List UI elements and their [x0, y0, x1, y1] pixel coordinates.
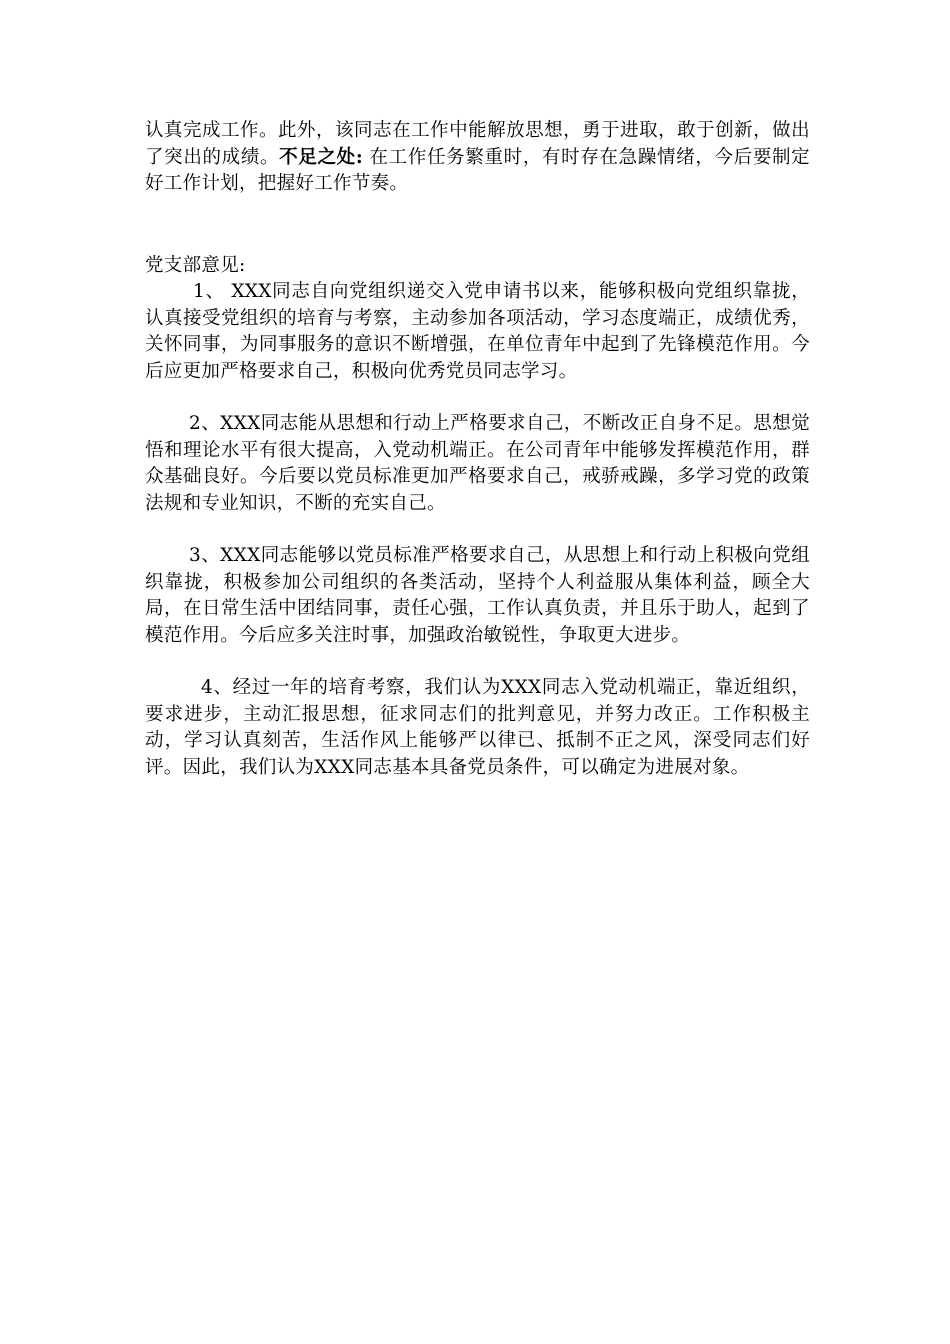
opinion-paragraph-4: 4、经过一年的培育考察，我们认为XXX同志入党动机端正，靠近组织，要求进步，主动汇报思想，征求同志们的批判意见，并努力改正。工作积极主动，学习认真刻苦，生活作风上能够严以律已、抵制不正之风，深受同志们好评。因此，我们认为XXX同志基本具备党员条件，可以确定为进展对象。	[145, 677, 810, 778]
opinion-paragraph-1: 1、 XXX同志自向党组织递交入党申请书以来，能够积极向党组织靠拢，认真接受党组织的培育与考察，主动参加各项活动，学习态度端正，成绩优秀，关怀同事，为同事服务的意识不断增强，在单位青年中起到了先锋模范作用。今后应更加严格要求自己，积极向优秀党员同志学习。	[145, 281, 810, 382]
document-body	[145, 118, 810, 781]
section-heading: 党支部意见:	[145, 254, 246, 276]
opinion-paragraph-3: 3、XXX同志能够以党员标准严格要求自己，从思想上和行动上积极向党组织靠拢，积极参加公司组织的各类活动，坚持个人利益服从集体利益，顾全大局，在日常生活中团结同事，责任心强，工作认真负责，并且乐于助人，起到了模范作用。今后应多关注时事，加强政治敏锐性，争取更大进步。	[145, 545, 810, 646]
opinion-paragraph-2: 2、XXX同志能从思想和行动上严格要求自己，不断改正自身不足。思想觉悟和理论水平有很大提高，入党动机端正。在公司青年中能够发挥模范作用，群众基础良好。今后要以党员标准更加严格要求自己，戒骄戒躁，多学习党的政策法规和专业知识，不断的充实自己。	[145, 413, 810, 514]
spacer	[145, 517, 810, 543]
intro-paragraph	[145, 118, 810, 198]
spacer	[145, 198, 810, 253]
intro-text-before: 认真完成工作。此外，该同志在工作中能解放思想，勇于进取，敢于创新，做出了突出的成绩。	[145, 120, 810, 168]
shortcoming-label: 不足之处:	[279, 146, 363, 168]
spacer	[145, 385, 810, 411]
spacer	[145, 649, 810, 675]
intro-text-after: 在工作任务繁重时，有时存在急躁情绪，今后要制定好工作计划，把握好工作节奏。	[145, 146, 810, 194]
